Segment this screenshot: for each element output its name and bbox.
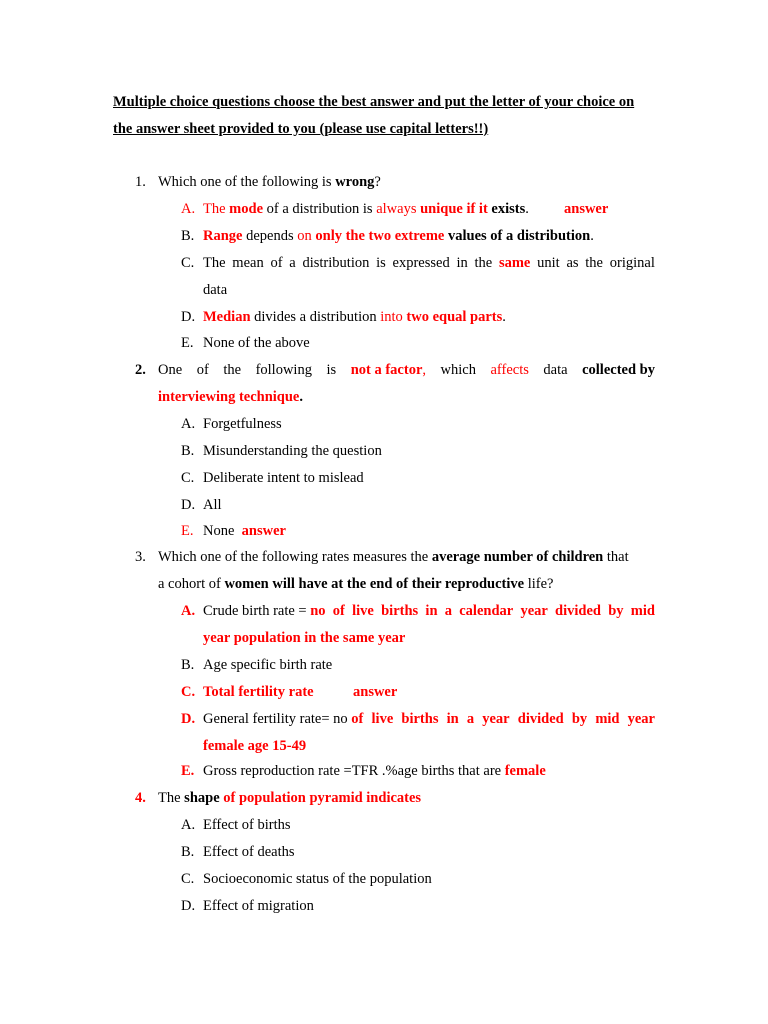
option-letter: D. — [181, 898, 196, 914]
question-text: The shape of population pyramid indicates — [158, 790, 422, 806]
q1-option-c-continued: data — [203, 282, 228, 298]
option-letter: E. — [181, 523, 194, 539]
option-text: Socioeconomic status of the population — [203, 871, 432, 887]
option-text: Range depends on only the two extreme values of a distribution. — [203, 228, 594, 244]
answer-marker: answer — [564, 201, 609, 217]
option-letter: D. — [181, 711, 196, 727]
q3-option-a-continued: year population in the same year — [203, 630, 406, 646]
answer-marker: answer — [353, 684, 398, 700]
instructions-heading — [113, 89, 658, 143]
option-text: Deliberate intent to mislead — [203, 470, 364, 486]
question-2-continued: interviewing technique. — [158, 389, 303, 405]
instructions-line-1: Multiple choice questions choose the best answer and put the letter of your choice on — [113, 94, 635, 110]
option-letter: B. — [181, 657, 195, 673]
option-text: Forgetfulness — [203, 416, 282, 432]
option-letter: C. — [181, 470, 195, 486]
option-letter: D. — [181, 497, 196, 513]
option-letter: A. — [181, 603, 196, 619]
option-letter: B. — [181, 844, 195, 860]
option-text: All — [203, 497, 222, 513]
option-letter: A. — [181, 817, 196, 833]
option-letter: B. — [181, 228, 195, 244]
answer-marker: answer — [241, 523, 286, 539]
option-letter: A. — [181, 416, 196, 432]
option-text: Crude birth rate = no of live births in a calendar year divided by mid — [203, 603, 655, 619]
option-text: Effect of births — [203, 817, 291, 833]
question-3-continued: a cohort of women will have at the end of their reproductive life? — [158, 576, 554, 592]
question-number: 2. — [135, 362, 146, 378]
option-letter: D. — [181, 309, 196, 325]
option-text: Effect of migration — [203, 898, 314, 914]
option-text: The mean of a distribution is expressed in the same unit as the original — [203, 255, 655, 271]
option-letter: E. — [181, 335, 194, 351]
option-text: Misunderstanding the question — [203, 443, 382, 459]
option-text: None answer — [203, 523, 286, 539]
option-text: Age specific birth rate — [203, 657, 333, 673]
option-text: None of the above — [203, 335, 310, 351]
option-text: Gross reproduction rate =TFR .%age births that are female — [203, 763, 546, 779]
question-text: Which one of the following is wrong? — [158, 174, 381, 190]
q3-option-d-continued: female age 15-49 — [203, 738, 307, 754]
option-letter: C. — [181, 255, 195, 271]
option-letter: C. — [181, 871, 195, 887]
question-text: One of the following is not a factor, which affects data collected by — [158, 362, 655, 378]
option-letter: C. — [181, 684, 196, 700]
option-letter: B. — [181, 443, 195, 459]
option-text: General fertility rate= no of live births in a year divided by mid year — [203, 711, 655, 727]
question-number: 3. — [135, 549, 146, 565]
option-text: Effect of deaths — [203, 844, 295, 860]
question-number: 4. — [135, 790, 146, 806]
instructions-line-2: the answer sheet provided to you (please use capital letters!!) — [113, 121, 489, 137]
option-letter: E. — [181, 763, 195, 779]
option-text: The mode of a distribution is always unique if it exists. — [203, 201, 529, 217]
question-number: 1. — [135, 174, 146, 190]
question-text: Which one of the following rates measures the average number of children that — [158, 549, 629, 565]
option-text: Median divides a distribution into two equal parts. — [203, 309, 506, 325]
option-letter: A. — [181, 201, 196, 217]
option-text: Total fertility rate — [203, 684, 314, 700]
